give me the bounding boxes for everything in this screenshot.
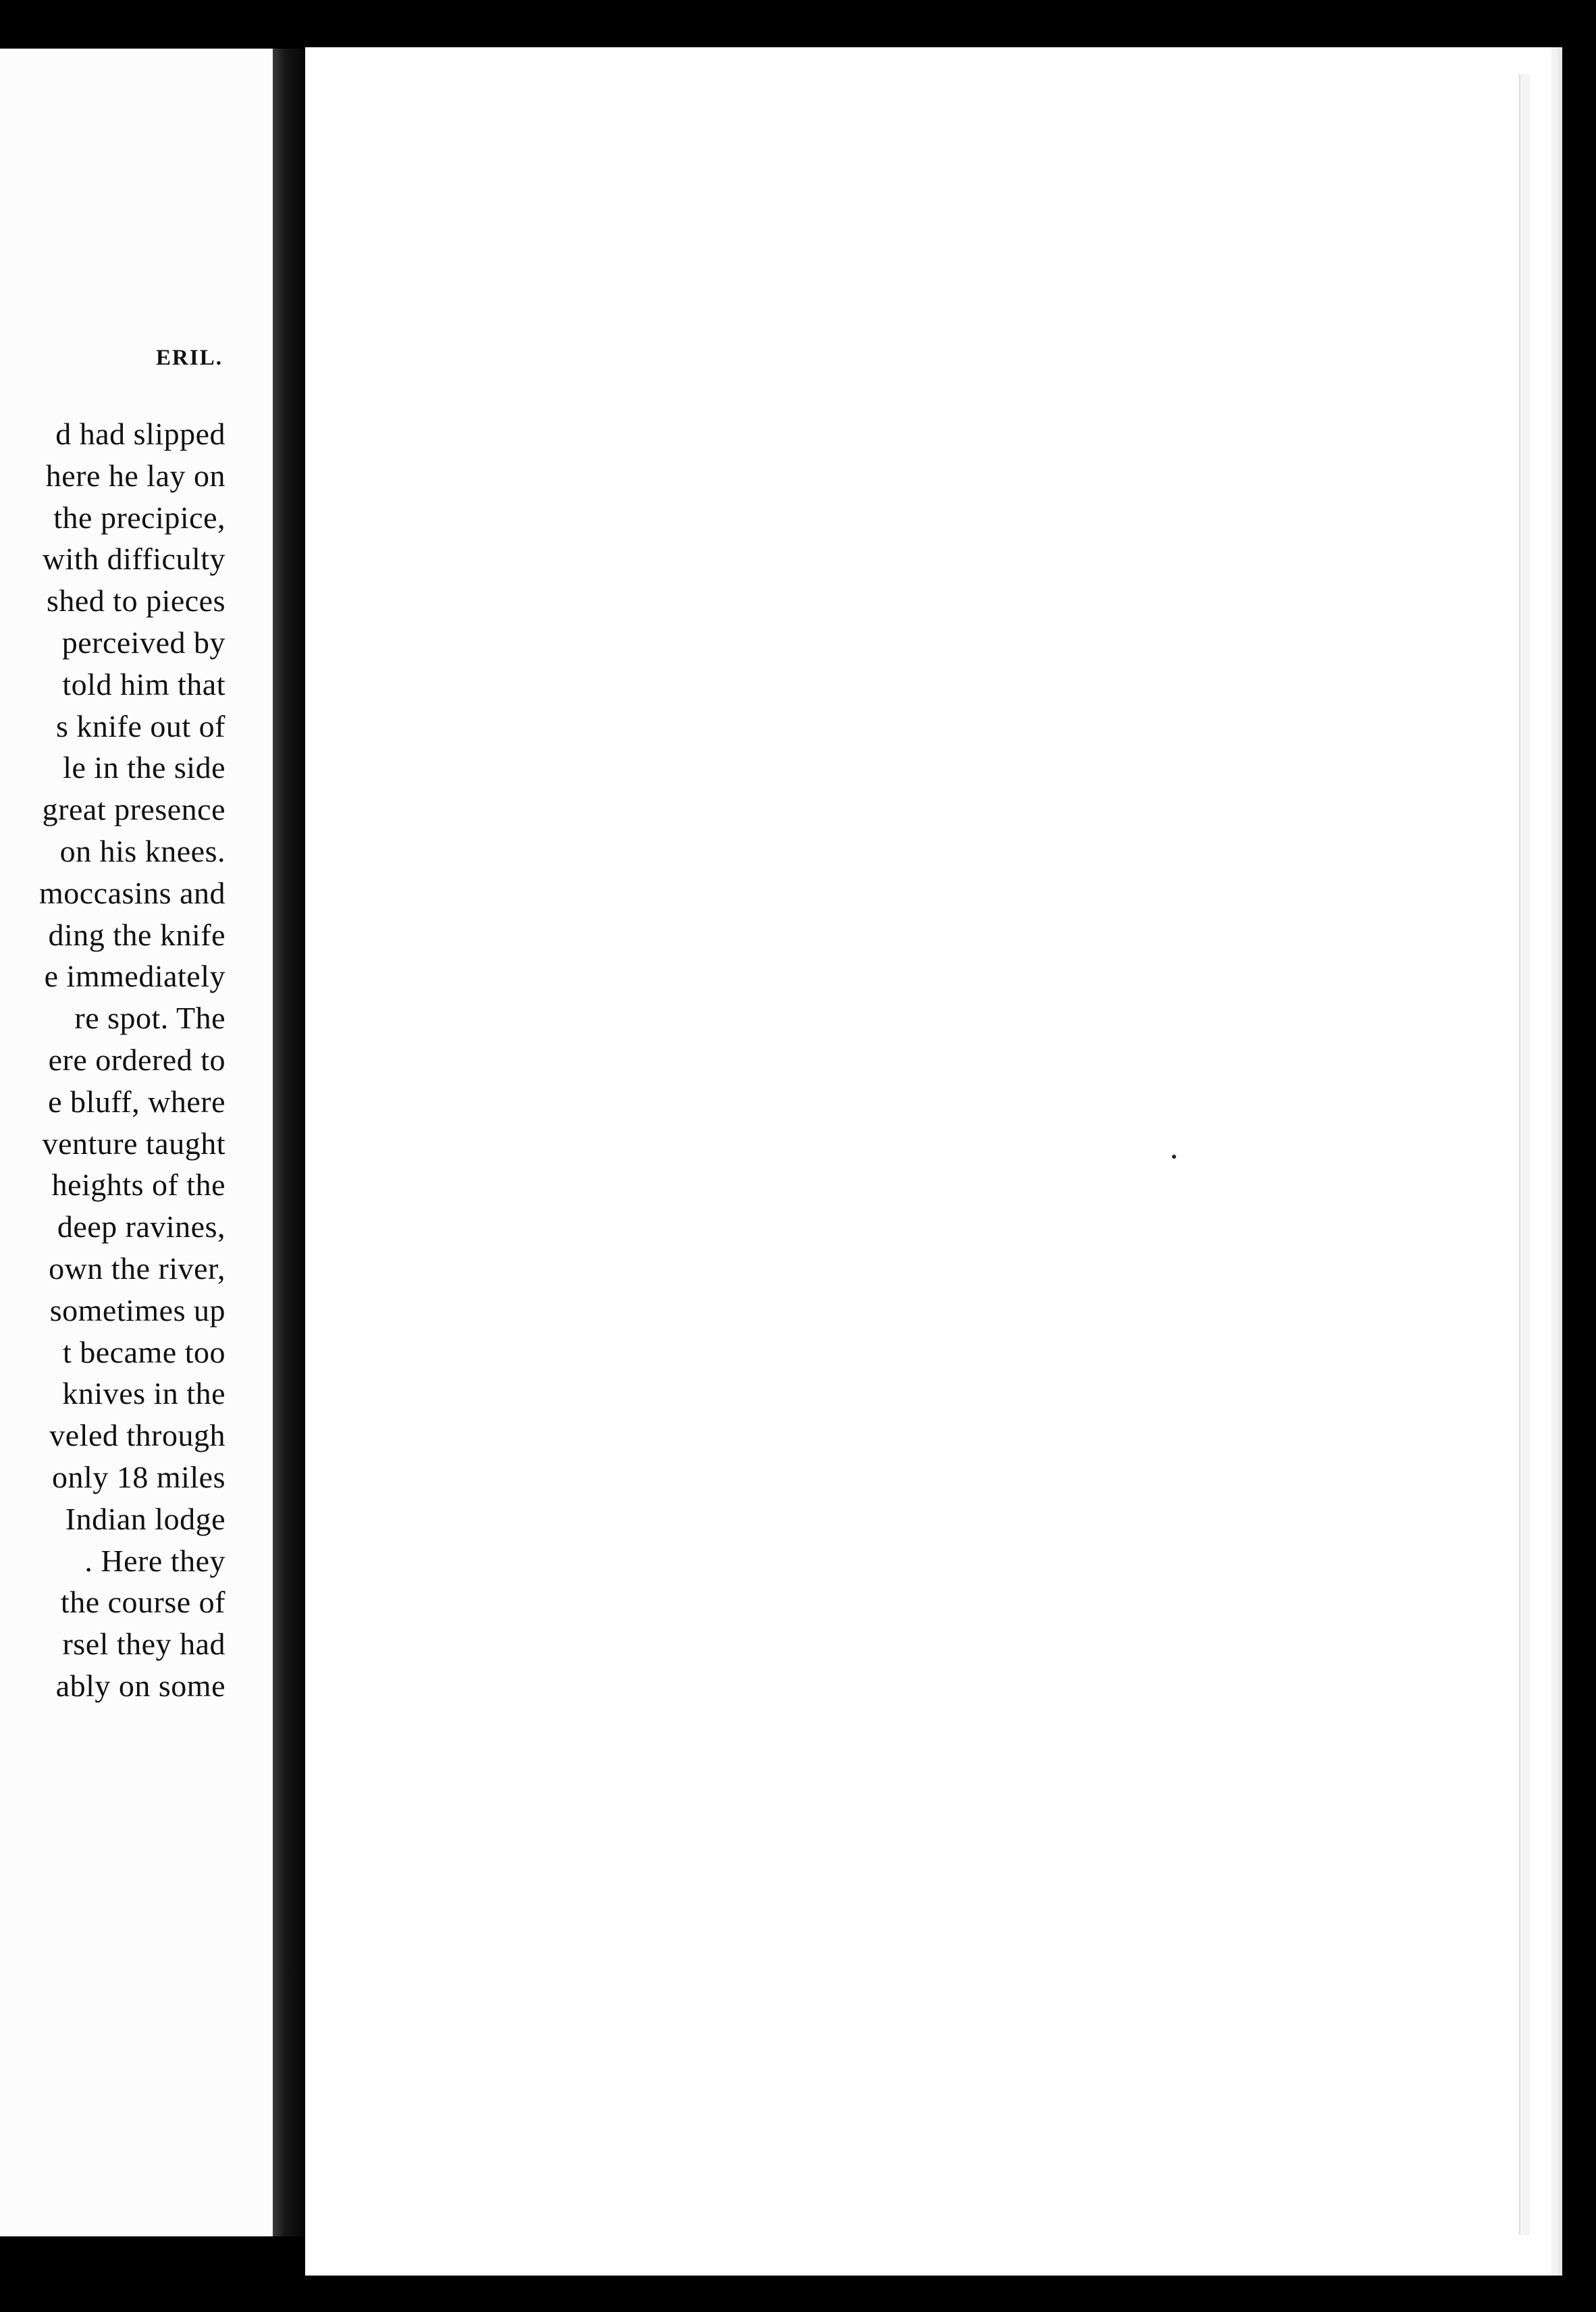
text-line: the course of: [60, 1585, 225, 1620]
text-line: venture taught: [42, 1126, 225, 1161]
text-line: rsel they had: [62, 1627, 225, 1662]
text-line: the precipice,: [53, 500, 225, 535]
left-page: [0, 49, 284, 2236]
text-line: own the river,: [49, 1251, 225, 1286]
text-line: Indian lodge: [65, 1501, 225, 1536]
text-line: perceived by: [61, 625, 225, 660]
text-line: t became too: [62, 1334, 225, 1369]
dust-speck: [1172, 1155, 1176, 1159]
text-line: ere ordered to: [48, 1042, 225, 1077]
text-line: ding the knife: [48, 917, 225, 952]
text-line: d had slipped: [55, 417, 225, 451]
text-line: on his knees.: [59, 833, 225, 868]
text-line: here he lay on: [45, 458, 225, 493]
page-edge: [1519, 74, 1530, 2235]
text-line: moccasins and: [38, 875, 225, 910]
text-line: heights of the: [51, 1167, 225, 1203]
text-line: . Here they: [84, 1543, 225, 1578]
text-line: e immediately: [44, 959, 225, 994]
text-line: knives in the: [62, 1376, 225, 1411]
text-line: shed to pieces: [46, 583, 225, 619]
text-line: great presence: [42, 792, 225, 827]
text-line: told him that: [62, 666, 225, 702]
text-line: deep ravines,: [57, 1209, 225, 1244]
body-text: [0, 413, 225, 1707]
text-line: e bluff, where: [48, 1084, 225, 1119]
running-head: ERIL.: [156, 346, 223, 370]
right-page-blank: [305, 47, 1562, 2276]
book-gutter: [273, 49, 305, 2236]
text-line: veled through: [49, 1418, 225, 1453]
text-line: with difficulty: [42, 542, 225, 577]
text-line: re spot. The: [74, 1001, 225, 1036]
text-line: s knife out of: [55, 708, 225, 743]
text-line: sometimes up: [49, 1292, 225, 1328]
text-line: le in the side: [63, 750, 225, 785]
text-line: ably on some: [55, 1668, 225, 1703]
text-line: only 18 miles: [52, 1459, 225, 1494]
